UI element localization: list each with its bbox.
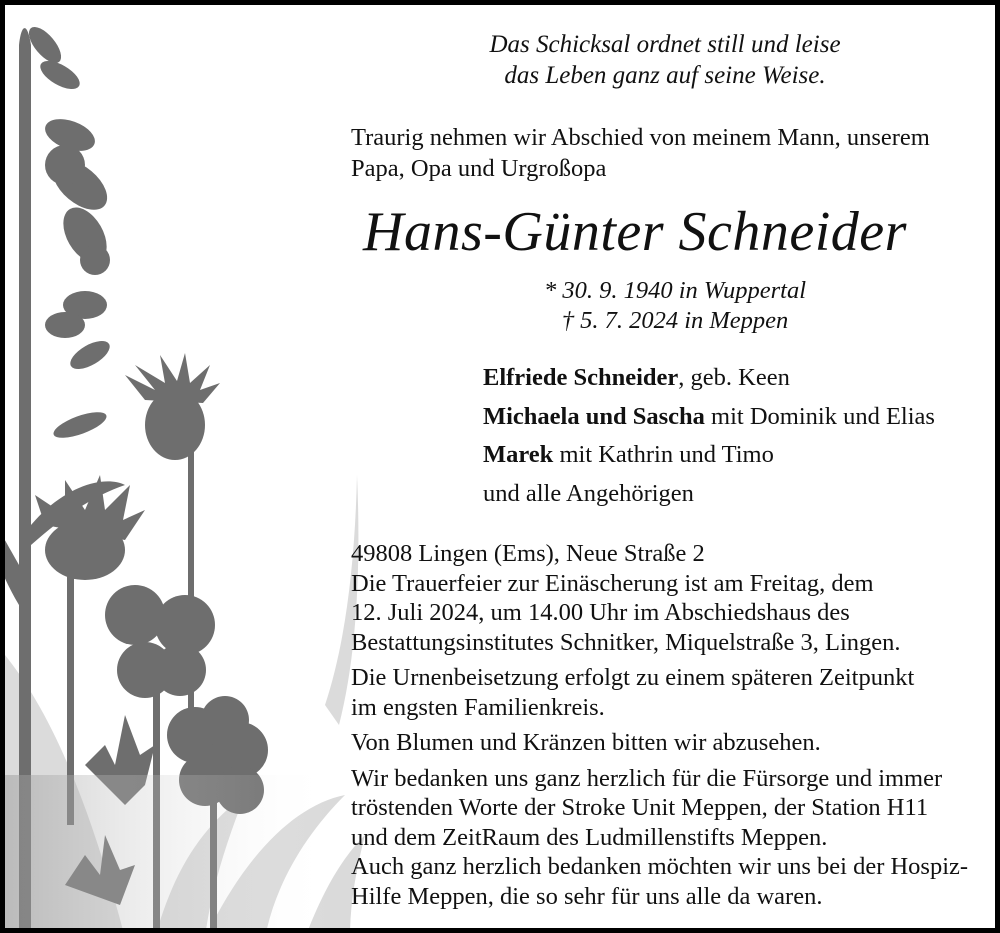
mourners-list: [483, 359, 935, 513]
mourner-entry: [483, 436, 935, 475]
mourner-detail: und alle Angehörigen: [483, 479, 694, 507]
thanks-line-2: tröstenden Worte der Stroke Unit Meppen, der Station H11: [351, 794, 929, 821]
funeral-line-1: Die Trauerfeier zur Einäscherung ist am Freitag, dem: [351, 569, 874, 597]
verse-line-1: Das Schicksal ordnet still und leise: [489, 31, 841, 58]
urn-burial-note: [351, 663, 968, 722]
memorial-verse: [385, 29, 945, 91]
service-details: [351, 539, 968, 911]
flowers-note: Von Blumen und Kränzen bitten wir abzusehen.: [351, 729, 821, 756]
grass-fade-overlay: [5, 775, 335, 933]
address: 49808 Lingen (Ems), Neue Straße 2: [351, 540, 705, 567]
urn-line-2: im engsten Familienkreis.: [351, 693, 605, 721]
verse-line-2: das Leben ganz auf seine Weise.: [504, 62, 826, 89]
funeral-line-2: 12. Juli 2024, um 14.00 Uhr im Abschiedshaus des: [351, 599, 850, 626]
mourner-detail: , geb. Keen: [678, 364, 790, 391]
mourner-name: Michaela und Sascha: [483, 402, 705, 430]
funeral-line-3: Bestattungsinstitutes Schnitker, Miquelstraße 3, Lingen.: [351, 628, 901, 656]
mourner-detail: mit Kathrin und Timo: [553, 441, 774, 468]
hospice-line-2: Hilfe Meppen, die so sehr für uns alle da waren.: [351, 882, 823, 910]
thanks-note: [351, 764, 968, 853]
life-dates: [425, 276, 925, 336]
mourner-entry: [483, 475, 935, 514]
intro-line-2: Papa, Opa und Urgroßopa: [351, 155, 607, 182]
thanks-line-3: und dem ZeitRaum des Ludmillenstifts Meppen.: [351, 823, 828, 851]
funeral-announcement: [351, 569, 968, 658]
mourner-entry: [483, 359, 935, 398]
intro-line-1: Traurig nehmen wir Abschied von meinem Mann, unserem: [351, 124, 930, 151]
thanks-line-1: Wir bedanken uns ganz herzlich für die Fürsorge und immer: [351, 764, 943, 792]
farewell-intro: [351, 122, 930, 184]
urn-line-1: Die Urnenbeisetzung erfolgt zu einem späteren Zeitpunkt: [351, 664, 915, 691]
mourner-entry: [483, 398, 935, 437]
death-date: † 5. 7. 2024 in Meppen: [561, 307, 789, 334]
hospice-thanks-note: [351, 852, 968, 911]
hospice-line-1: Auch ganz herzlich bedanken möchten wir uns bei der Hospiz-: [351, 853, 969, 880]
mourner-detail: mit Dominik und Elias: [704, 402, 935, 430]
deceased-name: Hans-Günter Schneider: [363, 201, 907, 263]
mourner-name: Elfriede Schneider: [483, 364, 679, 391]
mourner-name: Marek: [483, 441, 554, 468]
birth-date: * 30. 9. 1940 in Wuppertal: [543, 277, 806, 304]
